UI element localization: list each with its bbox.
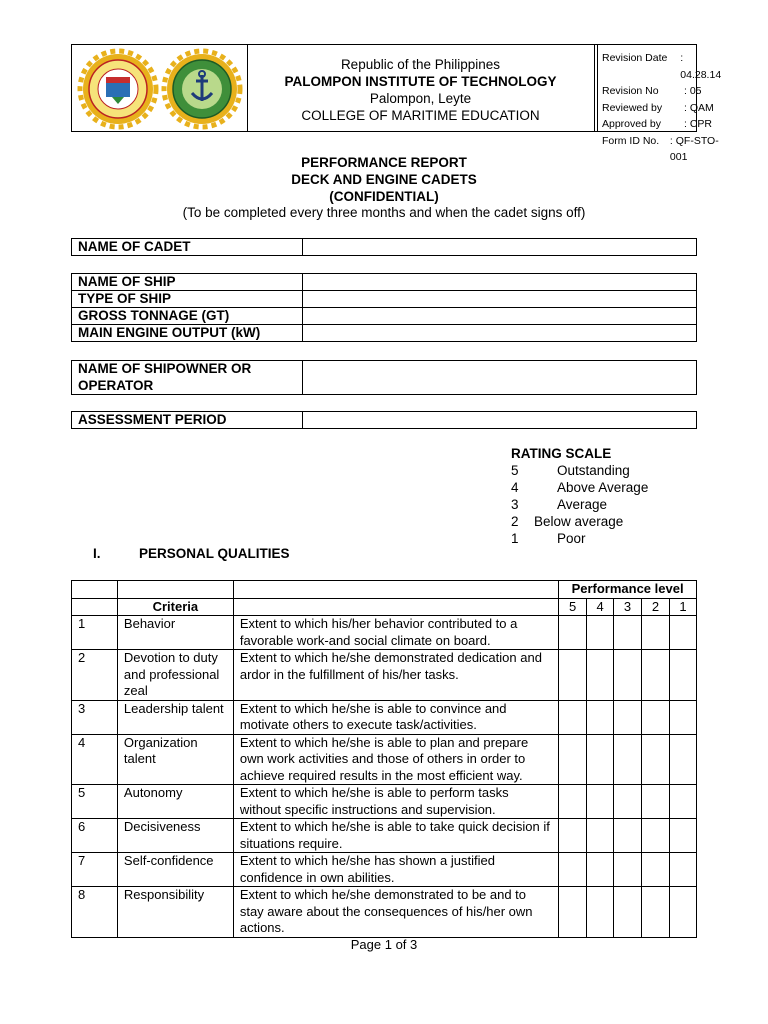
criterion-name: Leadership talent bbox=[117, 700, 233, 734]
criterion-description: Extent to which he/she has shown a justified confidence in own abilities. bbox=[233, 853, 558, 887]
rating-cell-5[interactable] bbox=[559, 785, 587, 819]
section-number: I. bbox=[93, 546, 101, 561]
institute-name: PALOMPON INSTITUTE OF TECHNOLOGY bbox=[284, 74, 557, 89]
cadet-table bbox=[71, 238, 697, 256]
rating-cell-4[interactable] bbox=[587, 616, 614, 650]
meta-row bbox=[602, 116, 725, 133]
ship-table bbox=[71, 273, 697, 342]
page-number: Page 1 of 3 bbox=[350, 937, 418, 952]
row-number: 7 bbox=[72, 853, 118, 887]
rating-number: 1 bbox=[511, 531, 519, 546]
meta-key: Form ID No. bbox=[602, 134, 660, 147]
criterion-name: Decisiveness bbox=[117, 819, 233, 853]
period-label: ASSESSMENT PERIOD bbox=[72, 412, 303, 429]
rating-cell-3[interactable] bbox=[614, 819, 642, 853]
level-header-4: 4 bbox=[587, 598, 614, 616]
rating-cell-5[interactable] bbox=[559, 819, 587, 853]
criteria-header: Criteria bbox=[117, 598, 233, 616]
engine-output-label: MAIN ENGINE OUTPUT (kW) bbox=[72, 325, 303, 342]
table-row bbox=[72, 887, 697, 938]
table-row bbox=[72, 785, 697, 819]
rating-label: Below average bbox=[534, 514, 624, 529]
rating-cell-4[interactable] bbox=[587, 819, 614, 853]
rating-cell-3[interactable] bbox=[614, 734, 642, 785]
criterion-description: Extent to which he/she demonstrated dedication and ardor in the fulfillment of his/her tasks. bbox=[233, 650, 558, 701]
ship-field[interactable] bbox=[303, 274, 697, 291]
table-row bbox=[72, 616, 697, 650]
rating-scale-heading: RATING SCALE bbox=[511, 446, 612, 461]
criterion-name: Responsibility bbox=[117, 887, 233, 938]
table-row bbox=[72, 650, 697, 701]
table-row bbox=[72, 700, 697, 734]
location-text: Palompon, Leyte bbox=[369, 91, 472, 106]
rating-scale-item bbox=[511, 496, 648, 513]
rating-cell-3[interactable] bbox=[614, 785, 642, 819]
title-line-3: (CONFIDENTIAL) bbox=[329, 189, 439, 204]
meta-row bbox=[602, 50, 725, 83]
criterion-name: Devotion to duty and professional zeal bbox=[117, 650, 233, 701]
meta-value: : 05 bbox=[684, 85, 702, 97]
rating-cell-3[interactable] bbox=[614, 700, 642, 734]
report-title bbox=[0, 154, 768, 205]
rating-scale-item bbox=[511, 462, 648, 479]
meta-value: : CPR bbox=[684, 118, 713, 130]
pit-seal-icon bbox=[80, 51, 156, 127]
title-line-1: PERFORMANCE REPORT bbox=[301, 155, 467, 170]
owner-table bbox=[71, 360, 697, 395]
criterion-name: Self-confidence bbox=[117, 853, 233, 887]
rating-cell-2[interactable] bbox=[642, 853, 670, 887]
rating-cell-2[interactable] bbox=[642, 650, 670, 701]
performance-level-header: Performance level bbox=[559, 581, 697, 599]
level-header-5: 5 bbox=[559, 598, 587, 616]
rating-label: Average bbox=[557, 497, 608, 512]
rating-cell-3[interactable] bbox=[614, 887, 642, 938]
rating-cell-3[interactable] bbox=[614, 650, 642, 701]
rating-cell-5[interactable] bbox=[559, 887, 587, 938]
rating-cell-4[interactable] bbox=[587, 734, 614, 785]
institution-block bbox=[247, 45, 595, 131]
rating-cell-2[interactable] bbox=[642, 700, 670, 734]
rating-cell-2[interactable] bbox=[642, 887, 670, 938]
rating-number: 4 bbox=[511, 480, 519, 495]
criterion-description: Extent to which he/she demonstrated to be and to stay aware about the consequences of his/her own actions. bbox=[233, 887, 558, 938]
row-number: 3 bbox=[72, 700, 118, 734]
rating-cell-1[interactable] bbox=[669, 819, 696, 853]
criterion-description: Extent to which he/she is able to plan and prepare own work activities and those of others in order to achieve required results in the most efficient way. bbox=[233, 734, 558, 785]
level-header-2: 2 bbox=[642, 598, 670, 616]
rating-scale-item bbox=[511, 479, 648, 496]
criterion-name: Autonomy bbox=[117, 785, 233, 819]
cadet-label: NAME OF CADET bbox=[72, 239, 303, 256]
rating-cell-2[interactable] bbox=[642, 819, 670, 853]
rating-cell-4[interactable] bbox=[587, 650, 614, 701]
rating-cell-1[interactable] bbox=[669, 887, 696, 938]
section-title: PERSONAL QUALITIES bbox=[139, 546, 290, 561]
rating-number: 5 bbox=[511, 463, 519, 478]
rating-cell-2[interactable] bbox=[642, 785, 670, 819]
row-number: 1 bbox=[72, 616, 118, 650]
row-number: 2 bbox=[72, 650, 118, 701]
owner-field[interactable] bbox=[303, 361, 697, 395]
rating-number: 2 bbox=[511, 514, 519, 529]
row-number: 6 bbox=[72, 819, 118, 853]
rating-cell-3[interactable] bbox=[614, 616, 642, 650]
meta-row bbox=[602, 100, 725, 117]
rating-cell-4[interactable] bbox=[587, 785, 614, 819]
rating-label: Poor bbox=[557, 531, 586, 546]
engine-output-field[interactable] bbox=[303, 325, 697, 342]
criterion-description: Extent to which he/she is able to take quick decision if situations require. bbox=[233, 819, 558, 853]
rating-cell-5[interactable] bbox=[559, 734, 587, 785]
rating-cell-5[interactable] bbox=[559, 616, 587, 650]
row-number: 4 bbox=[72, 734, 118, 785]
criterion-description: Extent to which he/she is able to convince and motivate others to execute task/activities. bbox=[233, 700, 558, 734]
rating-cell-1[interactable] bbox=[669, 700, 696, 734]
rating-scale-item bbox=[511, 513, 648, 530]
rating-cell-1[interactable] bbox=[669, 734, 696, 785]
rating-cell-4[interactable] bbox=[587, 700, 614, 734]
period-table bbox=[71, 411, 697, 429]
meta-value: : QF-STO-001 bbox=[669, 134, 719, 163]
rating-label: Above Average bbox=[557, 480, 649, 495]
republic-text: Republic of the Philippines bbox=[340, 57, 501, 72]
rating-cell-5[interactable] bbox=[559, 853, 587, 887]
gross-tonnage-field[interactable] bbox=[303, 308, 697, 325]
rating-cell-5[interactable] bbox=[559, 700, 587, 734]
document-meta bbox=[602, 50, 725, 166]
completion-note: (To be completed every three months and when the cadet signs off) bbox=[182, 205, 586, 220]
rating-cell-1[interactable] bbox=[669, 616, 696, 650]
ship-type-field[interactable] bbox=[303, 291, 697, 308]
logos-cell bbox=[72, 45, 248, 131]
ship-label: NAME OF SHIP bbox=[72, 274, 303, 291]
table-row bbox=[72, 853, 697, 887]
meta-key: Revision Date bbox=[602, 52, 668, 64]
college-name: COLLEGE OF MARITIME EDUCATION bbox=[301, 108, 540, 123]
row-number: 5 bbox=[72, 785, 118, 819]
criterion-name: Organization talent bbox=[117, 734, 233, 785]
row-number: 8 bbox=[72, 887, 118, 938]
level-header-3: 3 bbox=[614, 598, 642, 616]
rating-scale-item bbox=[511, 530, 648, 547]
meta-row bbox=[602, 83, 725, 100]
cme-seal-icon bbox=[164, 51, 240, 127]
rating-cell-4[interactable] bbox=[587, 853, 614, 887]
criteria-table bbox=[71, 580, 697, 938]
meta-key: Revision No bbox=[602, 85, 659, 97]
rating-label: Outstanding bbox=[557, 463, 630, 478]
meta-value: : 04.28.14 bbox=[680, 52, 722, 81]
institute-logos bbox=[72, 45, 247, 131]
table-row bbox=[72, 734, 697, 785]
owner-label: NAME OF SHIPOWNER OR OPERATOR bbox=[72, 361, 303, 395]
criterion-description: Extent to which his/her behavior contributed to a favorable work-and social climate on board. bbox=[233, 616, 558, 650]
cadet-field[interactable] bbox=[303, 239, 697, 256]
rating-cell-4[interactable] bbox=[587, 887, 614, 938]
rating-cell-5[interactable] bbox=[559, 650, 587, 701]
title-line-2: DECK AND ENGINE CADETS bbox=[291, 172, 477, 187]
level-header-1: 1 bbox=[669, 598, 696, 616]
ship-type-label: TYPE OF SHIP bbox=[72, 291, 303, 308]
gross-tonnage-label: GROSS TONNAGE (GT) bbox=[72, 308, 303, 325]
period-field[interactable] bbox=[303, 412, 697, 429]
criterion-description: Extent to which he/she is able to perform tasks without specific instructions and supervision. bbox=[233, 785, 558, 819]
rating-cell-3[interactable] bbox=[614, 853, 642, 887]
meta-key: Approved by bbox=[602, 118, 661, 130]
rating-cell-1[interactable] bbox=[669, 785, 696, 819]
rating-cell-1[interactable] bbox=[669, 853, 696, 887]
meta-value: : QAM bbox=[684, 101, 714, 114]
rating-scale bbox=[511, 445, 648, 547]
rating-number: 3 bbox=[511, 497, 519, 512]
meta-key: Reviewed by bbox=[602, 101, 663, 114]
rating-cell-2[interactable] bbox=[642, 734, 670, 785]
table-row bbox=[72, 819, 697, 853]
rating-cell-1[interactable] bbox=[669, 650, 696, 701]
criterion-name: Behavior bbox=[117, 616, 233, 650]
rating-cell-2[interactable] bbox=[642, 616, 670, 650]
